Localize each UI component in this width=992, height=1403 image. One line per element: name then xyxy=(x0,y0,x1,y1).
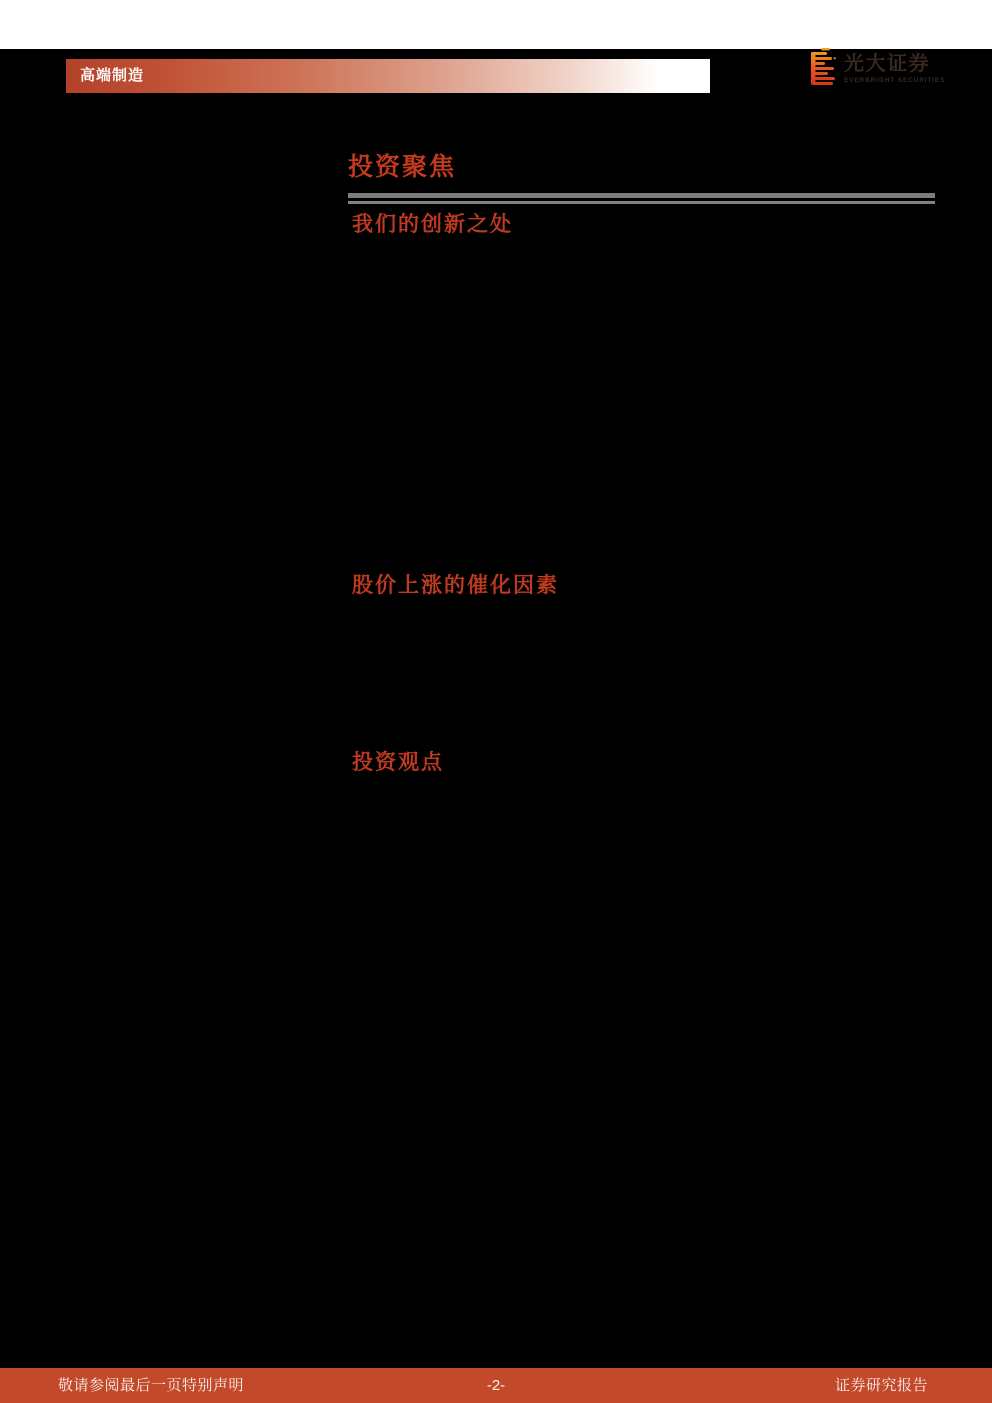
subsection-heading-view: 投资观点 xyxy=(352,751,444,774)
footer-disclaimer: 敬请参阅最后一页特别声明 xyxy=(58,1377,245,1394)
everbright-flame-b-icon xyxy=(808,48,836,88)
subsection-heading-catalysts: 股价上涨的催化因素 xyxy=(352,574,559,597)
section-title: 投资聚焦 xyxy=(348,153,457,181)
brand-name-cn: 光大证券 xyxy=(844,53,930,75)
subsection-heading-innovation: 我们的创新之处 xyxy=(352,213,513,236)
section-divider-bottom xyxy=(348,201,935,204)
header-category-bar xyxy=(66,59,710,93)
footer-report-type: 证券研究报告 xyxy=(834,1377,928,1394)
section-divider-top xyxy=(348,193,935,198)
brand-logo xyxy=(808,48,945,88)
brand-name-en: EVERBRIGHT SECURITIES xyxy=(844,77,946,84)
footer-page-number: -2- xyxy=(486,1377,506,1394)
brand-logo-text xyxy=(844,48,945,84)
top-margin-strip xyxy=(0,0,992,49)
header-category-label: 高端制造 xyxy=(80,67,145,84)
footer-bar xyxy=(0,1368,992,1403)
